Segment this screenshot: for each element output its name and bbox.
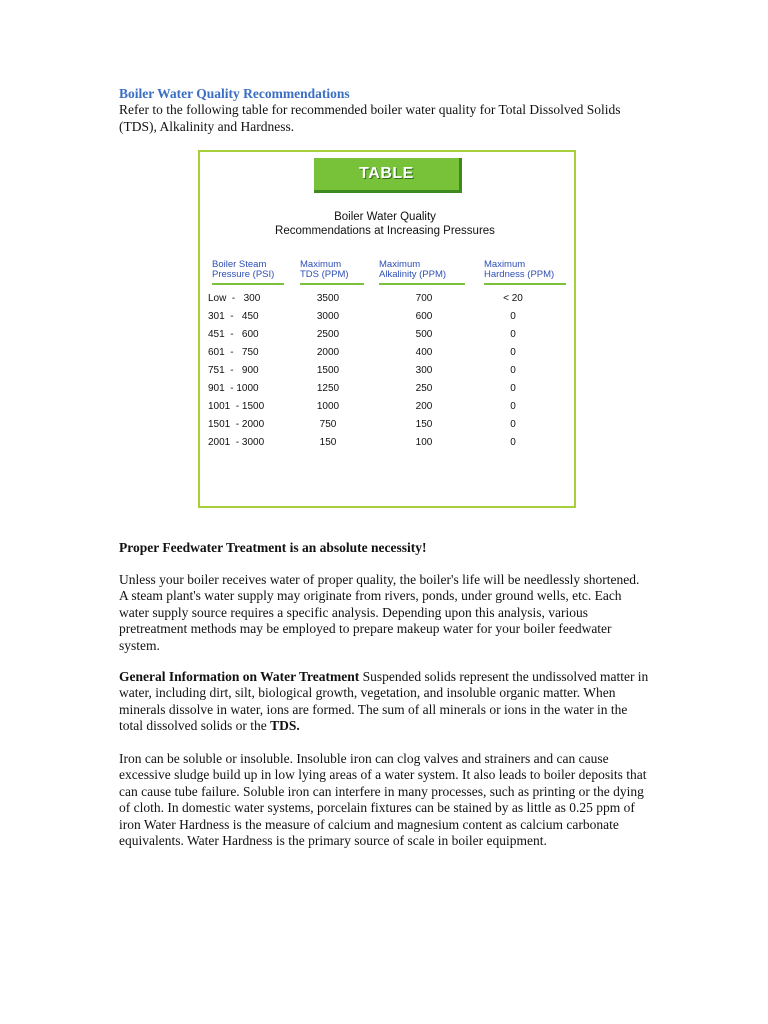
feedwater-heading: Proper Feedwater Treatment is an absolute necessity! — [119, 540, 427, 555]
column-header-alkalinity — [379, 260, 465, 285]
general-info-heading: General Information on Water Treatment — [119, 669, 360, 684]
cell-pressure: Low - 300 — [208, 293, 261, 304]
intro-paragraph: Refer to the following table for recommended boiler water quality for Total Dissolved Solids (TDS), Alkalinity and Hardness. — [119, 102, 621, 134]
table-row — [200, 328, 570, 346]
cell-hardness: 0 — [510, 329, 516, 340]
cell-alkalinity: 100 — [415, 437, 433, 448]
cell-alkalinity: 600 — [415, 311, 433, 322]
cell-hardness: 0 — [510, 437, 516, 448]
column-header-line1: Maximum — [484, 259, 526, 270]
table-title-line1: Boiler Water Quality — [334, 211, 436, 223]
table-row — [200, 292, 570, 310]
table-badge: TABLE — [314, 158, 462, 193]
column-header-hardness — [484, 260, 566, 285]
cell-alkalinity: 200 — [415, 401, 433, 412]
cell-tds: 150 — [319, 437, 337, 448]
cell-alkalinity: 400 — [415, 347, 433, 358]
cell-tds: 2000 — [316, 347, 340, 358]
water-quality-table-figure — [198, 150, 576, 508]
column-header-line2: Alkalinity (PPM) — [379, 269, 447, 280]
column-header-pressure — [212, 260, 284, 285]
column-header-line1: Boiler Steam — [212, 259, 267, 270]
cell-hardness: 0 — [510, 347, 516, 358]
table-row — [200, 400, 570, 418]
cell-alkalinity: 250 — [415, 383, 433, 394]
cell-alkalinity: 150 — [415, 419, 433, 430]
cell-tds: 1000 — [316, 401, 340, 412]
general-info-text: Suspended solids represent the undissolved matter in water, including dirt, silt, biological growth, vegetation, and insoluble organic matter. When minerals dissolve in water, ions are formed. The sum of all minerals or ions in the water in the total dissolved solids or the — [119, 669, 649, 734]
table-title — [200, 210, 570, 238]
table-body — [200, 292, 570, 454]
cell-tds: 2500 — [316, 329, 340, 340]
cell-hardness: 0 — [510, 383, 516, 394]
cell-tds: 1500 — [316, 365, 340, 376]
table-title-line2: Recommendations at Increasing Pressures — [275, 225, 495, 237]
general-info-paragraph — [119, 669, 649, 735]
table-row — [200, 364, 570, 382]
feedwater-paragraph: Unless your boiler receives water of proper quality, the boiler's life will be needlessly shortened. A steam plant's water supply may originate from rivers, ponds, under ground wells, etc. Each water supply source requires a specific analysis. Depending upon this analysis, various pretreatment methods may be employed to prepare makeup water for your boiler feedwater system. — [119, 572, 640, 653]
cell-pressure: 751 - 900 — [208, 365, 259, 376]
column-header-line2: TDS (PPM) — [300, 269, 349, 280]
cell-pressure: 1001 - 1500 — [208, 401, 265, 412]
column-header-line1: Maximum — [300, 259, 342, 270]
column-header-tds — [300, 260, 364, 285]
table-row — [200, 382, 570, 400]
cell-alkalinity: 700 — [415, 293, 433, 304]
cell-alkalinity: 500 — [415, 329, 433, 340]
cell-tds: 1250 — [316, 383, 340, 394]
table-row — [200, 436, 570, 454]
column-header-line2: Hardness (PPM) — [484, 269, 555, 280]
cell-hardness: 0 — [510, 365, 516, 376]
cell-pressure: 601 - 750 — [208, 347, 259, 358]
cell-alkalinity: 300 — [415, 365, 433, 376]
cell-pressure: 451 - 600 — [208, 329, 259, 340]
cell-hardness: 0 — [510, 419, 516, 430]
cell-tds: 3000 — [316, 311, 340, 322]
cell-hardness: 0 — [510, 311, 516, 322]
section-heading: Boiler Water Quality Recommendations — [119, 86, 350, 101]
table-row — [200, 418, 570, 436]
cell-pressure: 301 - 450 — [208, 311, 259, 322]
table-row — [200, 346, 570, 364]
cell-hardness: 0 — [510, 401, 516, 412]
cell-hardness: < 20 — [503, 293, 523, 304]
cell-pressure: 1501 - 2000 — [208, 419, 265, 430]
cell-tds: 750 — [319, 419, 337, 430]
tds-term: TDS. — [270, 718, 300, 734]
cell-pressure: 901 - 1000 — [208, 383, 259, 394]
table-row — [200, 310, 570, 328]
cell-pressure: 2001 - 3000 — [208, 437, 265, 448]
cell-tds: 3500 — [316, 293, 340, 304]
column-header-line2: Pressure (PSI) — [212, 269, 275, 280]
iron-paragraph: Iron can be soluble or insoluble. Insoluble iron can clog valves and strainers and can cause excessive sludge build up in low lying areas of a water system. It also leads to boiler deposits that can cause tube failure. Soluble iron can interfere in many processes, such as printing or the dying of cloth. In domestic water systems, porcelain fixtures can be stained by as little as 0.25 ppm of iron Water Hardness is the measure of calcium and magnesium content as calcium carbonate equivalents. Water Hardness is the primary source of scale in boiler equipment. — [119, 751, 647, 849]
column-header-line1: Maximum — [379, 259, 421, 270]
